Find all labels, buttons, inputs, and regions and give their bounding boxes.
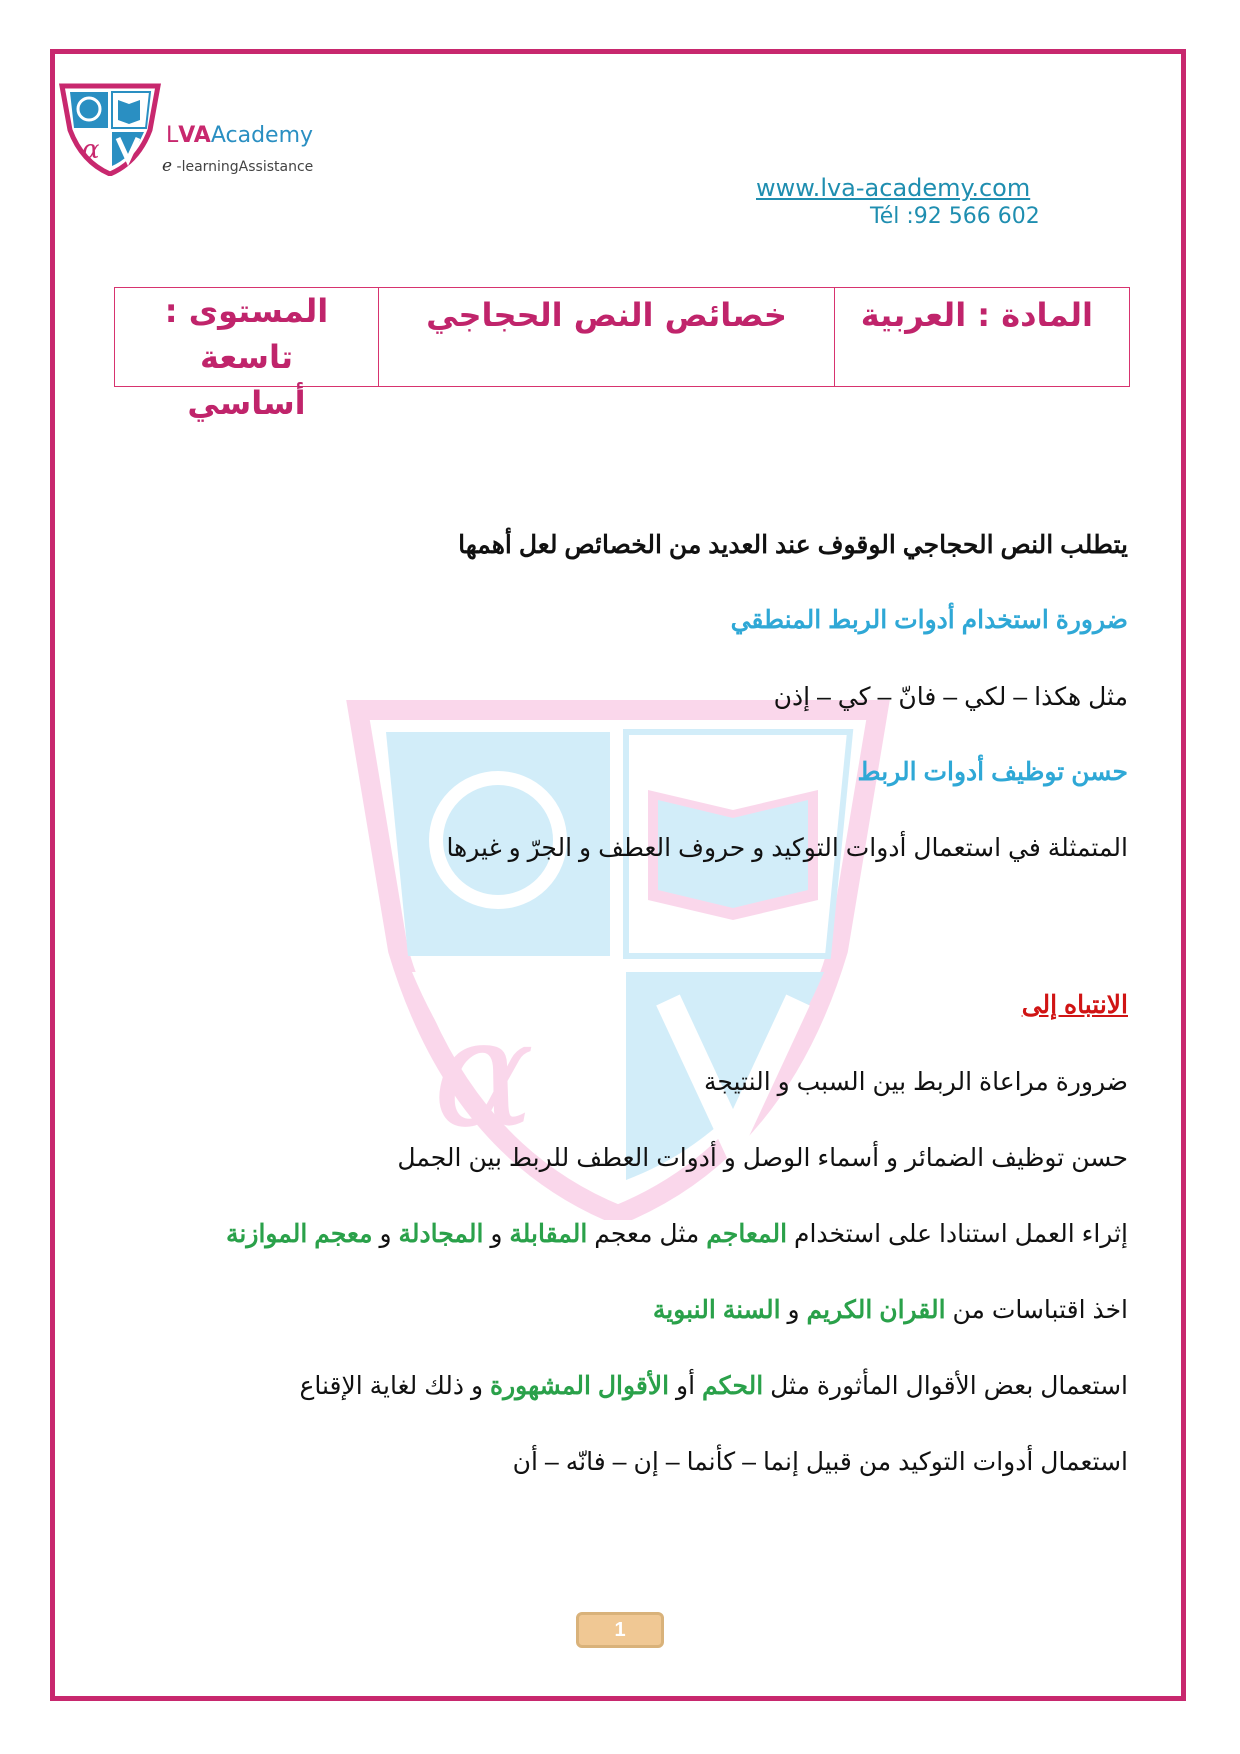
svg-text:α: α: [82, 135, 100, 165]
page-number: 1: [576, 1612, 664, 1648]
connector-examples: مثل هكذا – لكي – فانّ – كي – إذن: [773, 683, 1128, 711]
level-cell: [115, 288, 378, 422]
attention-heading: الانتباه إلى: [1021, 991, 1128, 1019]
website-link[interactable]: www.lva-academy.com: [756, 174, 1031, 202]
point-lexicons: إثراء العمل استنادا على استخدام المعاجم مثل معجم المقابلة و المجادلة و معجم الموازنة: [226, 1220, 1128, 1248]
connector-explanation: المتمثلة في استعمال أدوات التوكيد و حروف العطف و الجرّ و غيرها: [446, 834, 1128, 862]
heading-logical-connectors: ضرورة استخدام أدوات الربط المنطقي: [730, 606, 1128, 634]
level-line-1: المستوى : تاسعة: [164, 292, 329, 376]
level-line-2: أساسي: [187, 384, 306, 422]
heading-connector-usage: حسن توظيف أدوات الربط: [857, 758, 1128, 786]
lesson-title: خصائص النص الحجاجي: [378, 288, 835, 386]
title-table: [114, 287, 1130, 422]
point-pronouns: حسن توظيف الضمائر و أسماء الوصل و أدوات العطف للربط بين الجمل: [397, 1144, 1128, 1172]
brand-tagline: e -learningAssistance: [162, 156, 314, 176]
point-quotations: اخذ اقتباسات من القران الكريم و السنة النبوية: [652, 1296, 1128, 1324]
subject-cell: المادة : العربية: [860, 296, 1093, 334]
intro-text: يتطلب النص الحجاجي الوقوف عند العديد من الخصائص لعل أهمها: [458, 531, 1128, 559]
point-emphasis-tools: استعمال أدوات التوكيد من قبيل إنما – كأنما – إن – فانّه – أن: [512, 1448, 1128, 1476]
brand-name: LVAAcademy: [166, 123, 314, 148]
point-cause-effect: ضرورة مراعاة الربط بين السبب و النتيجة: [703, 1068, 1128, 1096]
lva-academy-logo: [58, 78, 162, 176]
phone-number: Tél :92 566 602: [870, 204, 1040, 229]
watermark-logo: [338, 700, 898, 1220]
svg-text:α: α: [433, 987, 535, 1161]
point-sayings: استعمال بعض الأقوال المأثورة مثل الحكم أو الأقوال المشهورة و ذلك لغاية الإقناع: [299, 1372, 1128, 1400]
